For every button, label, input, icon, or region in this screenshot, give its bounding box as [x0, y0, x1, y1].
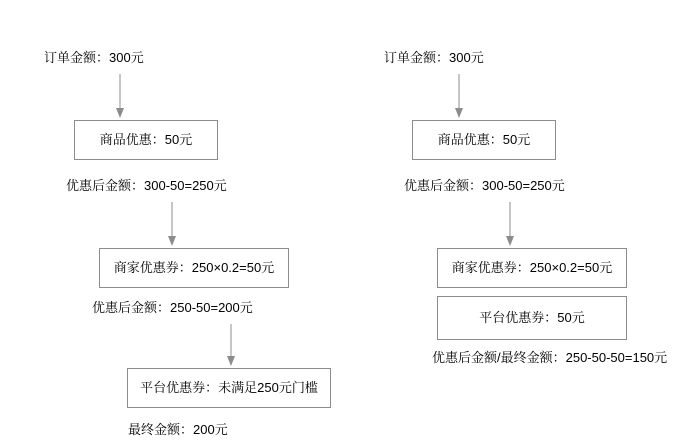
left-node-product-discount-label: 商品优惠：50元: [99, 132, 193, 148]
right-node-product-discount: [412, 120, 556, 160]
right-arrow-1: [452, 74, 466, 118]
left-node-order-amount: [44, 48, 264, 68]
right-node-platform-coupon-label: 平台优惠券：50元: [479, 310, 585, 326]
right-node-order-amount-label: 订单金额：300元: [384, 50, 484, 66]
right-node-merchant-coupon-label: 商家优惠券：250×0.2=50元: [451, 260, 613, 276]
left-node-platform-coupon-label: 平台优惠券：未满足250元门槛: [140, 380, 318, 396]
right-node-after-discount-1: [404, 176, 654, 196]
left-node-final-amount: [128, 420, 328, 440]
right-arrow-2: [503, 202, 517, 246]
left-node-merchant-coupon: [99, 248, 289, 288]
left-node-after-discount-2: [92, 298, 342, 318]
left-node-final-amount-label: 最终金额：200元: [128, 422, 228, 438]
left-node-after-discount-2-label: 优惠后金额：250-50=200元: [92, 300, 253, 316]
left-arrow-2: [165, 202, 179, 246]
left-arrow-1: [113, 74, 127, 118]
left-node-after-discount-1-label: 优惠后金额：300-50=250元: [66, 178, 227, 194]
left-node-after-discount-1: [66, 176, 316, 196]
right-node-order-amount: [384, 48, 604, 68]
left-arrow-3: [224, 324, 238, 366]
right-node-after-discount-1-label: 优惠后金额：300-50=250元: [404, 178, 565, 194]
left-node-product-discount: [74, 120, 218, 160]
right-node-final-amount: [432, 348, 692, 368]
right-node-product-discount-label: 商品优惠：50元: [437, 132, 531, 148]
left-node-platform-coupon: [127, 368, 331, 408]
right-node-final-amount-label: 优惠后金额/最终金额：250-50-50=150元: [432, 350, 668, 366]
right-node-platform-coupon: [437, 296, 627, 340]
left-node-order-amount-label: 订单金额：300元: [44, 50, 144, 66]
left-node-merchant-coupon-label: 商家优惠券：250×0.2=50元: [113, 260, 275, 276]
right-node-merchant-coupon: [437, 248, 627, 288]
